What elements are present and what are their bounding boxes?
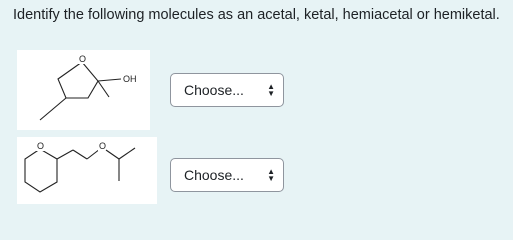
question-text: Identify the following molecules as an acetal, ketal, hemiacetal or hemiketal. xyxy=(13,7,500,23)
molecule-2-image xyxy=(17,137,157,204)
answer-select-1-value: Choose... xyxy=(184,82,244,98)
ring-oxygen-label: O xyxy=(79,54,87,64)
select-arrows-icon: ▲ ▼ xyxy=(267,167,275,183)
ether-oxygen-label: O xyxy=(99,141,107,151)
select-arrows-icon: ▲ ▼ xyxy=(267,82,275,98)
answer-select-1[interactable] xyxy=(170,73,284,107)
answer-select-2-value: Choose... xyxy=(184,167,244,183)
hydroxyl-label: OH xyxy=(123,74,137,84)
molecule-1-image xyxy=(17,50,150,130)
answer-select-2[interactable] xyxy=(170,158,284,192)
ring-oxygen-label-2: O xyxy=(37,141,45,151)
